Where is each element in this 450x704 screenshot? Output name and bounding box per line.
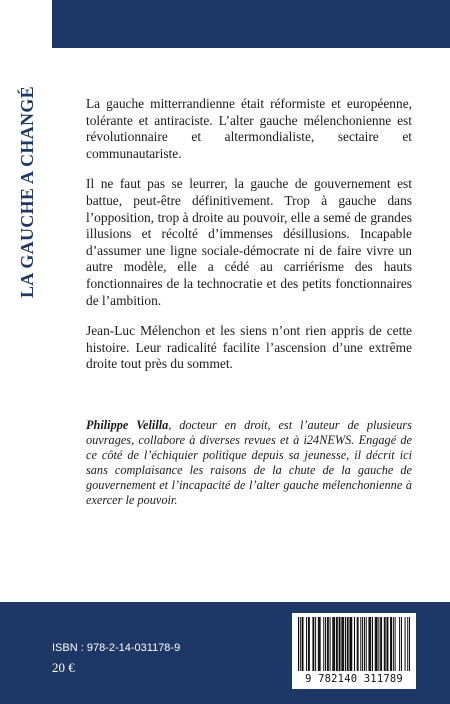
- top-navy-band: [0, 0, 450, 48]
- barcode-bar: [376, 617, 377, 671]
- price: 20 €: [52, 660, 75, 675]
- author-name: Philippe Velilla: [86, 418, 169, 432]
- barcode-bar: [309, 617, 310, 671]
- blurb: [86, 96, 412, 387]
- barcode-bar: [369, 617, 370, 671]
- barcode-bar: [387, 617, 388, 671]
- barcode-bar: [393, 617, 394, 671]
- barcode-bar: [351, 617, 352, 671]
- barcode-bar: [395, 617, 396, 671]
- barcode-bar: [333, 617, 334, 671]
- barcode-bar: [384, 617, 385, 671]
- barcode-bar: [303, 617, 304, 671]
- barcode-bar: [368, 617, 369, 671]
- barcode-bar: [354, 617, 355, 671]
- barcode-bar: [341, 617, 342, 671]
- barcode-bar: [405, 617, 406, 671]
- barcode-bar: [302, 617, 303, 671]
- barcode-bar: [343, 617, 344, 671]
- barcode-bar: [315, 617, 316, 671]
- barcode-bar: [300, 617, 301, 671]
- barcode-bar: [360, 617, 361, 671]
- barcode-bar: [339, 617, 340, 671]
- barcode-bar: [349, 617, 350, 671]
- isbn: ISBN : 978-2-14-031178-9: [52, 642, 181, 654]
- barcode-bar: [357, 617, 358, 671]
- barcode-bar: [399, 617, 400, 671]
- barcode-bar: [334, 617, 335, 671]
- barcode-bar: [391, 617, 392, 671]
- barcode-bar: [298, 617, 299, 671]
- barcode-bar: [345, 617, 346, 671]
- barcode-bar: [313, 617, 314, 671]
- barcode-bar: [319, 617, 320, 671]
- barcode-bar: [378, 617, 379, 671]
- barcode-bar: [401, 617, 402, 671]
- blurb-paragraph-3: Jean-Luc Mélenchon et les siens n’ont rien appris de cette histoire. Leur radicalité facilite l’ascension d’une extrême droite tout près du sommet.: [86, 323, 412, 372]
- barcode-bar: [362, 617, 363, 671]
- barcode-bar: [364, 617, 365, 671]
- barcode-bar: [380, 617, 381, 671]
- barcode-bar: [306, 617, 307, 671]
- blurb-paragraph-2: Il ne faut pas se leurrer, la gauche de gouvernement est battue, peut-être définitivement. Trop à gauche dans l’opposition, trop à droite au pouvoir, elle a semé de grandes illusions et récolté d’immenses désillusions. Incapable d’assumer une ligne sociale-démocrate ni de faire vivre un autre modèle, elle a cédé au carriérisme des hauts fonctionnaires de la technocratie et des petits fonctionnaires de l’ambition.: [86, 176, 412, 308]
- barcode-bar: [320, 617, 321, 671]
- barcode-bar: [358, 617, 359, 671]
- barcode-bar: [342, 617, 343, 671]
- barcode-bar: [372, 617, 373, 671]
- barcode-bar: [347, 617, 348, 671]
- barcode-bar: [327, 617, 328, 671]
- barcode-bar: [330, 617, 331, 671]
- author-bio-text: , docteur en droit, est l’auteur de plusieurs ouvrages, collabore à diverses revues et à i24NEWS. Engagé de ce côté de l’échiquier politique depuis sa jeunesse, il décrit ici sans complaisance les raisons de la chute de la gauche de gouvernement et l’incapacité de l’alter gauche mélenchonienne à exercer le pouvoir.: [86, 418, 412, 507]
- barcode-bar: [381, 617, 382, 671]
- barcode-bar: [409, 617, 410, 671]
- barcode-bar: [370, 617, 371, 671]
- barcode-bar: [407, 617, 408, 671]
- barcode-bar: [390, 617, 391, 671]
- barcode-digits: 9 782140 311789: [305, 673, 403, 685]
- barcode-bar: [332, 617, 333, 671]
- spine-title: LA GAUCHE A CHANGÉ: [17, 86, 37, 298]
- barcode: [292, 613, 416, 689]
- barcode-bar: [366, 617, 367, 671]
- barcode-bar: [337, 617, 338, 671]
- barcode-bar: [325, 617, 326, 671]
- barcode-bar: [375, 617, 376, 671]
- barcode-bar: [385, 617, 386, 671]
- barcode-bar: [318, 617, 319, 671]
- barcode-bar: [308, 617, 309, 671]
- barcode-bar: [387, 617, 388, 671]
- blurb-paragraph-1: La gauche mitterrandienne était réformiste et européenne, tolérante et antiraciste. L’alter gauche mélenchonienne est révolutionnaire et altermondialiste, sectaire et communautariste.: [86, 96, 412, 161]
- barcode-bar: [377, 617, 378, 671]
- barcode-bar: [323, 617, 324, 671]
- barcode-bar: [348, 617, 349, 671]
- barcode-bar: [312, 617, 313, 671]
- barcode-bars: [298, 617, 410, 671]
- barcode-bar: [328, 617, 329, 671]
- author-bio: [86, 418, 412, 508]
- barcode-bar: [350, 617, 351, 671]
- barcode-bar: [340, 617, 341, 671]
- barcode-bar: [336, 617, 337, 671]
